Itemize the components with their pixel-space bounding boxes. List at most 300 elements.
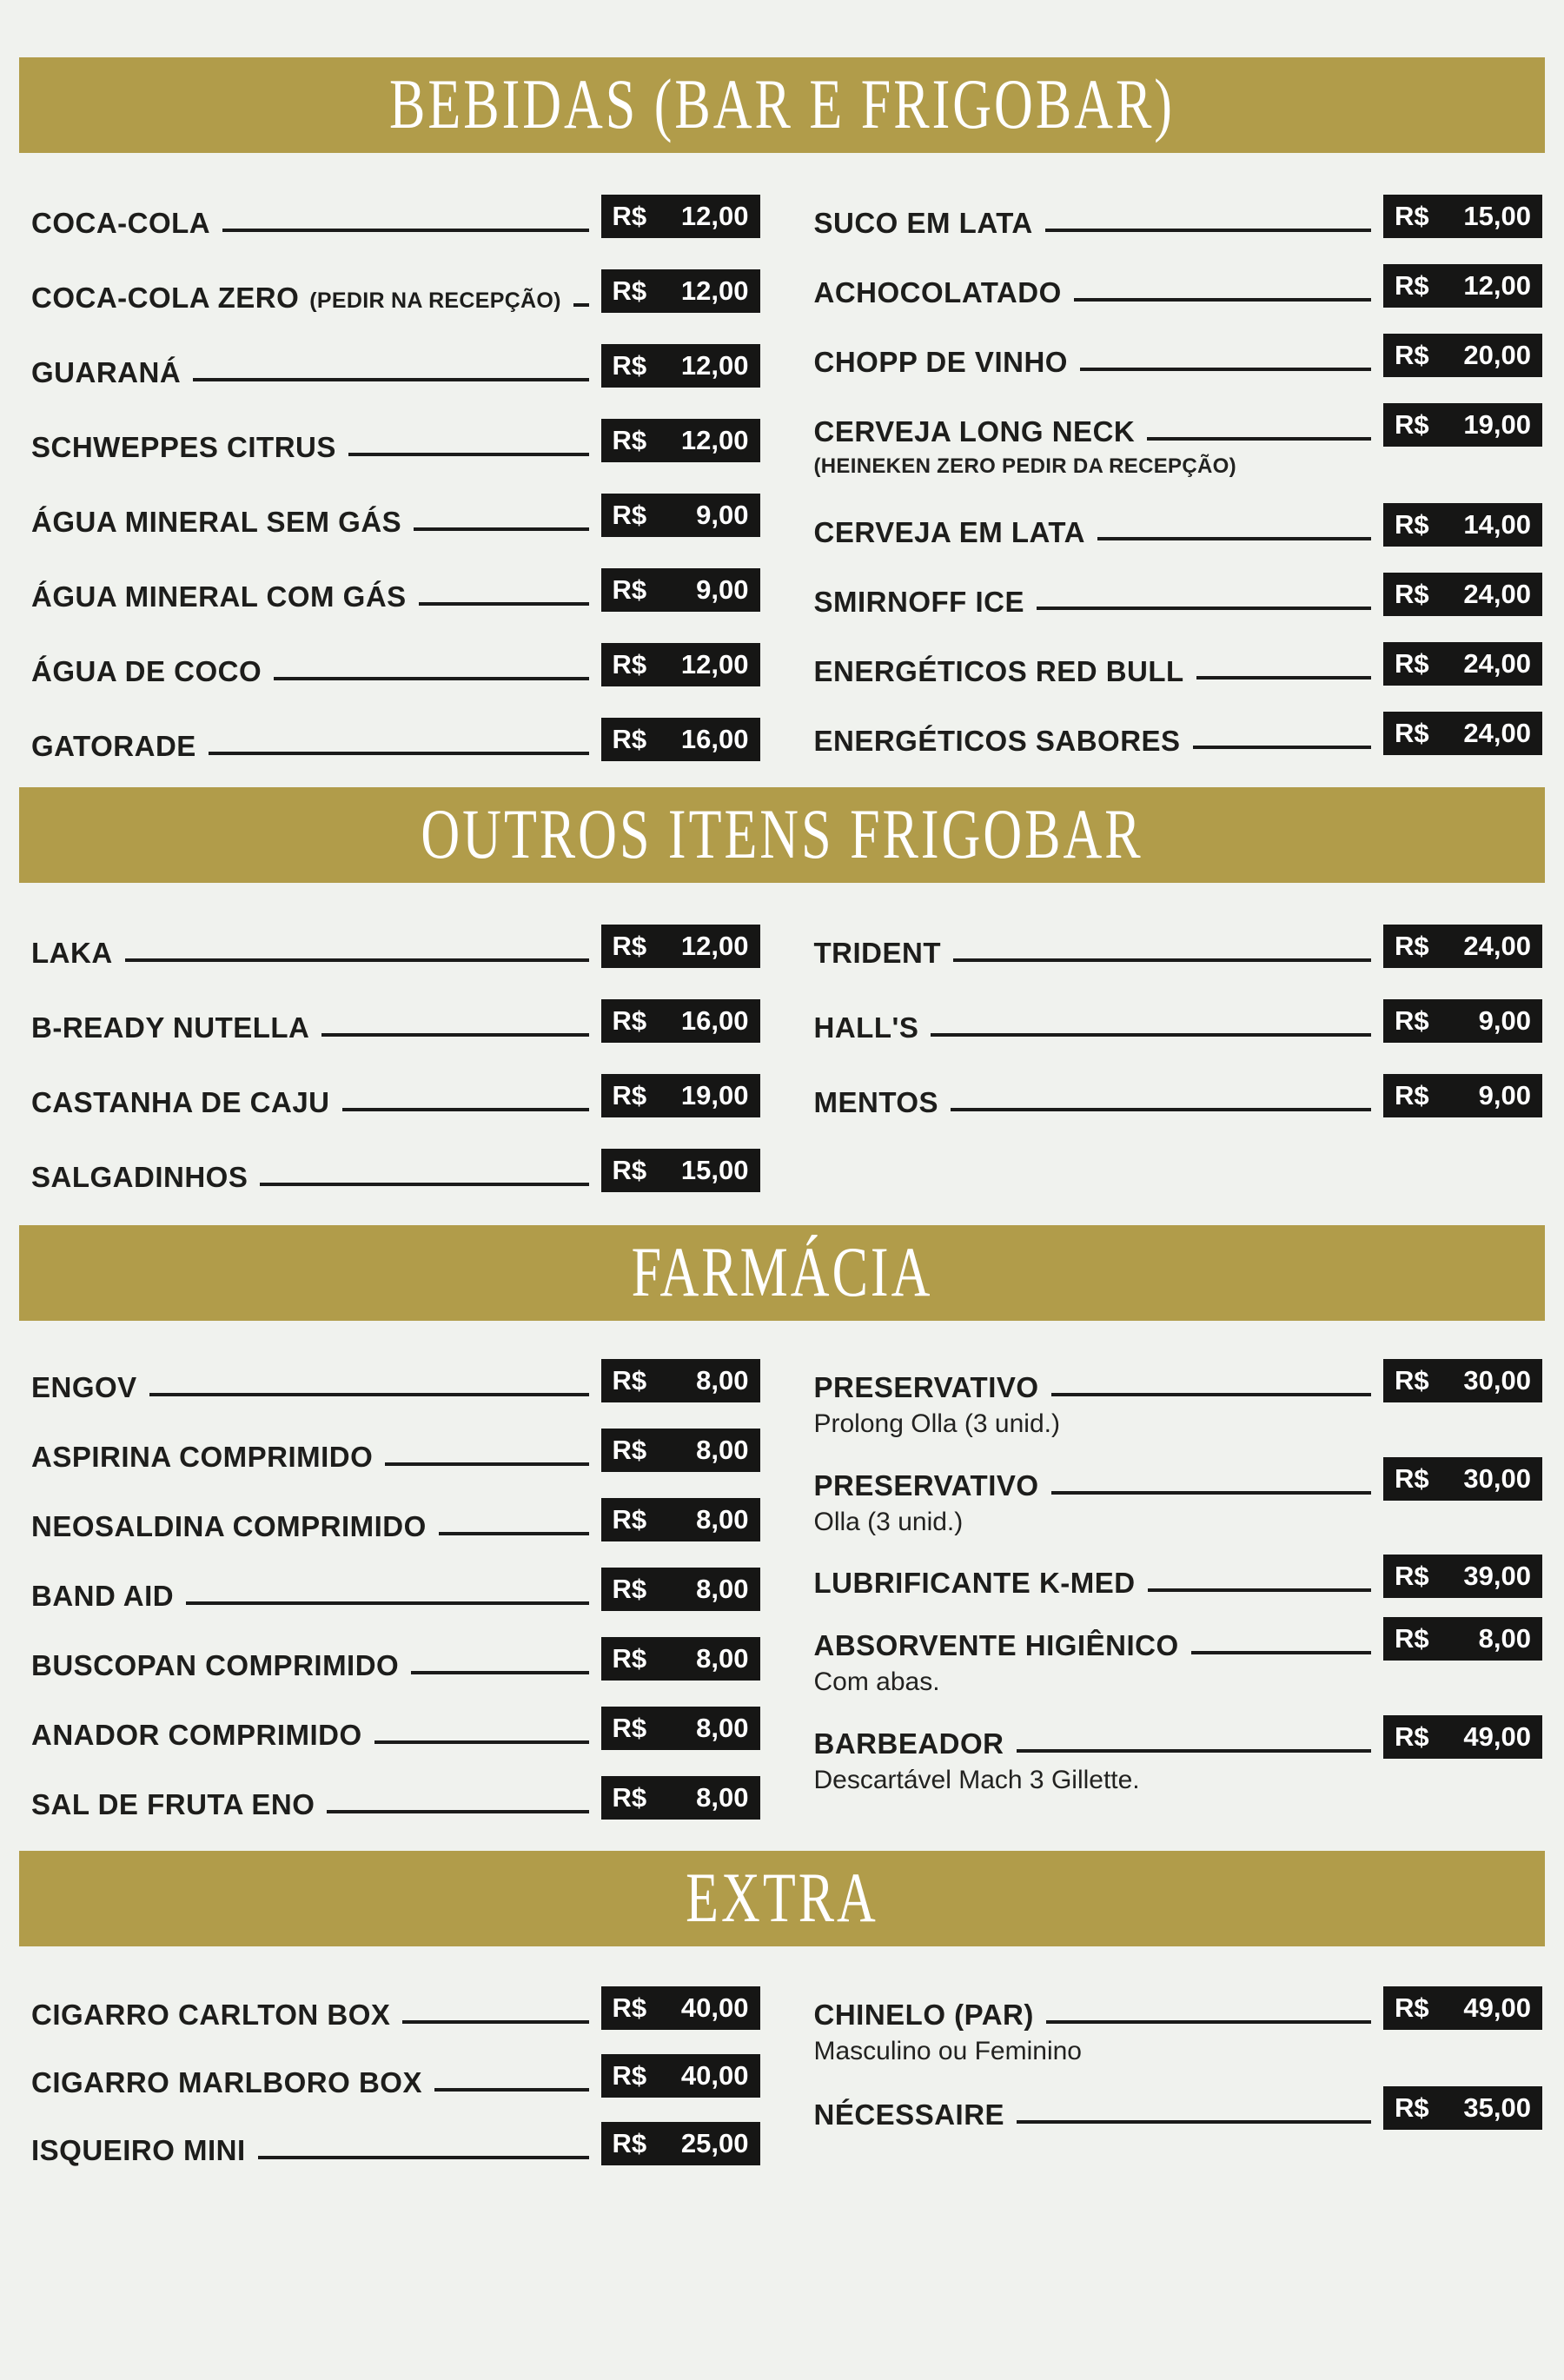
menu-item [814,1359,1543,1438]
item-label: ASPIRINA COMPRIMIDO [31,1441,374,1474]
leader-line [953,958,1371,962]
leader-line [1051,1393,1371,1396]
menu-item-row [814,999,1543,1043]
price-value: 9,00 [1478,1080,1531,1110]
leader-line [419,602,589,606]
price-badge [601,419,760,462]
item-inline-note: (PEDIR NA RECEPÇÃO) [309,288,561,313]
menu-item-row [31,1498,760,1541]
menu-item [31,1707,760,1750]
price-value: 9,00 [696,574,749,605]
leader-line [434,2088,589,2092]
price-currency: R$ [612,1713,647,1743]
price-value: 25,00 [680,2128,749,2158]
menu-item-row [814,1359,1543,1402]
item-label: NÉCESSAIRE [813,2098,1005,2131]
price-currency: R$ [1395,2092,1429,2123]
menu-item [31,1149,760,1192]
menu-item-row [814,1715,1543,1759]
section-header-band [19,1225,1545,1321]
price-value: 8,00 [1478,1623,1531,1654]
price-value: 12,00 [1463,270,1531,301]
item-label: CERVEJA LONG NECK [813,415,1136,448]
item-label: CERVEJA EM LATA [813,515,1085,548]
leader-line [1074,298,1371,302]
price-currency: R$ [1395,409,1429,440]
price-value: 16,00 [680,1005,749,1036]
price-value: 35,00 [1463,2092,1531,2123]
leader-line [1196,676,1371,680]
leader-line [402,2020,588,2024]
price-value: 30,00 [1463,1365,1531,1396]
price-badge [601,643,760,686]
menu-item [814,712,1543,755]
leader-line [1097,537,1371,540]
item-label: TRIDENT [813,937,941,970]
item-note: (HEINEKEN ZERO PEDIR DA RECEPÇÃO) [813,454,1236,478]
item-label: SUCO EM LATA [813,207,1033,240]
menu-item-row [814,1617,1543,1661]
menu-item [814,1555,1543,1598]
price-currency: R$ [1395,1462,1429,1494]
leader-line [193,378,588,381]
item-note: Masculino ou Feminino [813,2037,1082,2065]
menu-item-row [31,344,760,388]
price-badge [601,494,760,537]
price-currency: R$ [612,425,647,455]
price-currency: R$ [612,1643,647,1674]
menu-item-row [814,1074,1543,1117]
price-badge [1383,1715,1542,1759]
menu-column [31,195,760,761]
item-label: PRESERVATIVO [813,1371,1039,1404]
price-currency: R$ [1395,1365,1429,1396]
item-label: SMIRNOFF ICE [813,585,1024,618]
price-value: 19,00 [1463,409,1531,440]
menu-item [814,925,1543,968]
price-value: 8,00 [696,1643,749,1674]
price-currency: R$ [612,201,647,231]
price-badge [1383,503,1542,547]
price-currency: R$ [1395,340,1429,370]
leader-line [931,1033,1371,1037]
menu-item-row [814,1457,1543,1501]
price-value: 19,00 [680,1080,749,1110]
leader-line [1046,2020,1371,2024]
section-header-band [19,787,1545,883]
price-badge [1383,1986,1542,2030]
price-value: 14,00 [1463,509,1531,540]
leader-line [411,1671,588,1674]
item-label: BARBEADOR [813,1727,1004,1760]
leader-line [342,1108,589,1111]
menu-item [814,334,1543,377]
menu-item [814,1074,1543,1117]
item-label: BUSCOPAN COMPRIMIDO [31,1649,400,1682]
menu-item-row [31,1359,760,1402]
menu-item [31,419,760,462]
price-currency: R$ [612,1080,647,1110]
item-label: ANADOR COMPRIMIDO [31,1719,362,1752]
section-title: FARMÁCIA [631,1233,933,1312]
price-badge [1383,1457,1542,1501]
menu-item [31,344,760,388]
menu-item-row [31,1568,760,1611]
item-label: ACHOCOLATADO [813,276,1062,309]
price-value: 24,00 [1463,718,1531,749]
menu-column [814,1986,1543,2165]
price-badge [601,718,760,761]
menu-item [814,642,1543,686]
menu-item [814,503,1543,547]
menu-item [814,1986,1543,2065]
section-body [0,925,1564,1192]
menu-item-row [31,195,760,238]
menu-item-row [31,1429,760,1472]
leader-line [374,1740,589,1744]
price-currency: R$ [612,1155,647,1185]
menu-item-row [814,1986,1543,2030]
item-label: ÁGUA MINERAL SEM GÁS [31,506,402,539]
section-title: BEBIDAS (BAR E FRIGOBAR) [389,65,1175,144]
leader-line [321,1033,588,1037]
price-currency: R$ [1395,1080,1429,1110]
price-badge [601,1637,760,1681]
price-currency: R$ [612,1435,647,1465]
menu-item [814,1457,1543,1536]
price-currency: R$ [1395,718,1429,749]
price-badge [601,344,760,388]
menu-item-row [814,925,1543,968]
price-badge [1383,403,1542,447]
item-label: ENGOV [31,1371,137,1404]
menu-item [31,1429,760,1472]
price-value: 49,00 [1463,1720,1531,1752]
price-value: 15,00 [1463,201,1531,231]
price-value: 40,00 [680,1992,749,2023]
menu-item-row [31,269,760,313]
price-badge [601,1498,760,1541]
price-value: 24,00 [1463,579,1531,610]
leader-line [348,453,589,456]
price-value: 9,00 [696,500,749,530]
leader-line [1045,229,1371,232]
leader-line [149,1393,589,1396]
price-currency: R$ [612,1005,647,1036]
menu-item-row [31,1074,760,1117]
menu-item-row [814,1555,1543,1598]
leader-line [209,752,589,755]
price-badge [601,195,760,238]
leader-line [1037,607,1371,610]
price-currency: R$ [1395,1561,1429,1591]
price-badge [601,925,760,968]
price-currency: R$ [612,649,647,680]
menu-item-row [31,999,760,1043]
price-badge [601,1359,760,1402]
leader-line [414,527,588,531]
price-value: 9,00 [1478,1005,1531,1036]
menu-item [814,2086,1543,2130]
price-value: 12,00 [680,649,749,680]
menu-column [31,925,760,1192]
menu-item [31,2122,760,2165]
menu-item-row [31,1637,760,1681]
leader-line [1191,1651,1371,1654]
price-currency: R$ [612,2128,647,2158]
price-currency: R$ [612,1574,647,1604]
menu-item [31,1568,760,1611]
menu-item [31,925,760,968]
item-label: CHOPP DE VINHO [813,346,1068,379]
price-currency: R$ [612,574,647,605]
price-currency: R$ [612,931,647,961]
menu-item [814,264,1543,308]
item-label: CHINELO (PAR) [813,1999,1034,2032]
price-value: 8,00 [696,1713,749,1743]
price-value: 16,00 [680,724,749,754]
price-value: 24,00 [1463,931,1531,961]
item-label: SALGADINHOS [31,1161,249,1194]
menu-item-row [814,403,1543,447]
item-label: COCA-COLA ZERO [31,282,300,315]
menu-item [31,195,760,238]
menu-item-row [814,264,1543,308]
price-badge [601,1149,760,1192]
menu-item [31,269,760,313]
price-value: 15,00 [680,1155,749,1185]
price-currency: R$ [1395,201,1429,231]
price-badge [601,269,760,313]
price-value: 12,00 [680,350,749,381]
leader-line [439,1532,589,1535]
leader-line [260,1183,588,1186]
price-currency: R$ [612,1782,647,1813]
menu-item-row [31,494,760,537]
menu-item-row [814,642,1543,686]
section-body [0,1986,1564,2165]
price-currency: R$ [1395,270,1429,301]
price-value: 8,00 [696,1365,749,1396]
menu-column [31,1986,760,2165]
menu-item [31,999,760,1043]
section-header-band [19,57,1545,153]
item-label: PRESERVATIVO [813,1468,1039,1502]
item-label: CASTANHA DE CAJU [31,1086,330,1119]
item-label: LAKA [31,937,113,970]
menu-item-row [31,568,760,612]
price-badge [601,1776,760,1820]
section-body [0,195,1564,761]
price-badge [1383,334,1542,377]
item-label: ENERGÉTICOS RED BULL [813,654,1184,687]
price-value: 40,00 [680,2060,749,2091]
price-currency: R$ [1395,648,1429,680]
price-value: 49,00 [1463,1992,1531,2023]
price-badge [1383,925,1542,968]
price-value: 20,00 [1463,340,1531,370]
price-currency: R$ [1395,509,1429,540]
menu-item-row [31,419,760,462]
section-body [0,1359,1564,1820]
price-badge [1383,1359,1542,1402]
menu-item-row [31,2054,760,2098]
price-badge [601,2054,760,2098]
menu-item-row [31,1149,760,1192]
leader-line [1080,368,1371,371]
price-badge [601,2122,760,2165]
item-note: Olla (3 unid.) [813,1507,964,1536]
price-currency: R$ [1395,1992,1429,2023]
leader-line [222,229,588,232]
item-note: Prolong Olla (3 unid.) [813,1409,1060,1438]
menu-item-row [31,925,760,968]
menu-column [814,1359,1543,1820]
price-badge [1383,642,1542,686]
item-label: BAND AID [31,1580,175,1613]
menu-item [31,1776,760,1820]
price-currency: R$ [612,1365,647,1396]
menu-item [31,1074,760,1117]
price-currency: R$ [612,2060,647,2091]
menu-item [814,1617,1543,1696]
leader-line [1017,2120,1371,2124]
section-header-band [19,1851,1545,1946]
menu-item-row [814,503,1543,547]
menu-column [814,195,1543,761]
item-note: Com abas. [813,1667,940,1696]
item-label: ÁGUA MINERAL COM GÁS [31,580,407,613]
price-currency: R$ [612,724,647,754]
item-label: MENTOS [813,1086,939,1119]
menu-item [814,195,1543,238]
leader-line [951,1108,1371,1111]
menu-item-row [31,718,760,761]
menu-column [31,1359,760,1820]
price-currency: R$ [1395,931,1429,961]
price-badge [1383,264,1542,308]
price-badge [601,1429,760,1472]
price-value: 8,00 [696,1574,749,1604]
price-currency: R$ [612,1992,647,2023]
price-badge [1383,2086,1542,2130]
item-label: SCHWEPPES CITRUS [31,431,336,464]
leader-line [1051,1491,1371,1495]
price-currency: R$ [612,275,647,306]
menu-item [31,1498,760,1541]
item-label: HALL'S [813,1011,919,1044]
item-label: CIGARRO MARLBORO BOX [31,2066,422,2099]
menu-item [31,1637,760,1681]
price-value: 12,00 [680,425,749,455]
menu-item-row [814,712,1543,755]
menu-item-row [31,1986,760,2030]
price-badge [601,1707,760,1750]
item-label: NEOSALDINA COMPRIMIDO [31,1510,427,1543]
price-badge [1383,1617,1542,1661]
price-currency: R$ [1395,1623,1429,1654]
menu-item [814,1715,1543,1794]
menu-item [814,999,1543,1043]
item-label: ÁGUA DE COCO [31,655,262,688]
menu-item [31,494,760,537]
leader-line [1017,1749,1372,1753]
price-badge [1383,1074,1542,1117]
price-value: 39,00 [1463,1561,1531,1591]
menu-item-row [31,2122,760,2165]
price-currency: R$ [612,500,647,530]
menu-item [31,643,760,686]
menu-item-row [814,2086,1543,2130]
price-badge [1383,999,1542,1043]
menu-item-row [814,334,1543,377]
section-title: EXTRA [686,1859,878,1938]
price-badge [1383,195,1542,238]
price-currency: R$ [1395,1005,1429,1036]
menu-item [31,1359,760,1402]
item-note: Descartável Mach 3 Gillette. [813,1765,1140,1794]
section-title: OUTROS ITENS FRIGOBAR [421,795,1143,874]
price-badge [601,568,760,612]
menu-item-row [31,643,760,686]
menu-item-row [814,195,1543,238]
price-currency: R$ [612,350,647,381]
menu-item-row [31,1776,760,1820]
menu-item [814,573,1543,616]
menu-item [31,1986,760,2030]
price-badge [601,999,760,1043]
price-currency: R$ [612,1504,647,1535]
menu-column [814,925,1543,1192]
leader-line [274,677,588,680]
price-badge [1383,1555,1542,1598]
price-value: 8,00 [696,1435,749,1465]
item-label: ISQUEIRO MINI [31,2134,246,2167]
price-value: 12,00 [680,201,749,231]
menu-item [31,2054,760,2098]
price-value: 30,00 [1463,1462,1531,1494]
price-currency: R$ [1395,1720,1429,1752]
leader-line [385,1462,588,1466]
price-badge [1383,712,1542,755]
price-badge [1383,573,1542,616]
leader-line [1147,437,1371,441]
price-value: 24,00 [1463,648,1531,680]
leader-line [1148,1588,1371,1592]
item-label: GATORADE [31,730,196,763]
item-label: GUARANÁ [31,356,182,389]
price-badge [601,1568,760,1611]
item-label: SAL DE FRUTA ENO [31,1788,315,1821]
price-value: 8,00 [696,1782,749,1813]
item-label: B-READY NUTELLA [31,1011,310,1044]
price-value: 12,00 [680,931,749,961]
price-value: 12,00 [680,275,749,306]
item-label: COCA-COLA [31,207,211,240]
leader-line [573,303,589,307]
menu-item-row [814,573,1543,616]
leader-line [186,1601,588,1605]
menu-item [31,718,760,761]
item-label: ENERGÉTICOS SABORES [813,724,1181,757]
item-label: LUBRIFICANTE K-MED [813,1567,1136,1600]
menu-item [814,403,1543,477]
leader-line [1193,746,1371,749]
price-currency: R$ [1395,579,1429,610]
price-value: 8,00 [696,1504,749,1535]
menu-item-row [31,1707,760,1750]
item-label: ABSORVENTE HIGIÊNICO [813,1629,1179,1662]
